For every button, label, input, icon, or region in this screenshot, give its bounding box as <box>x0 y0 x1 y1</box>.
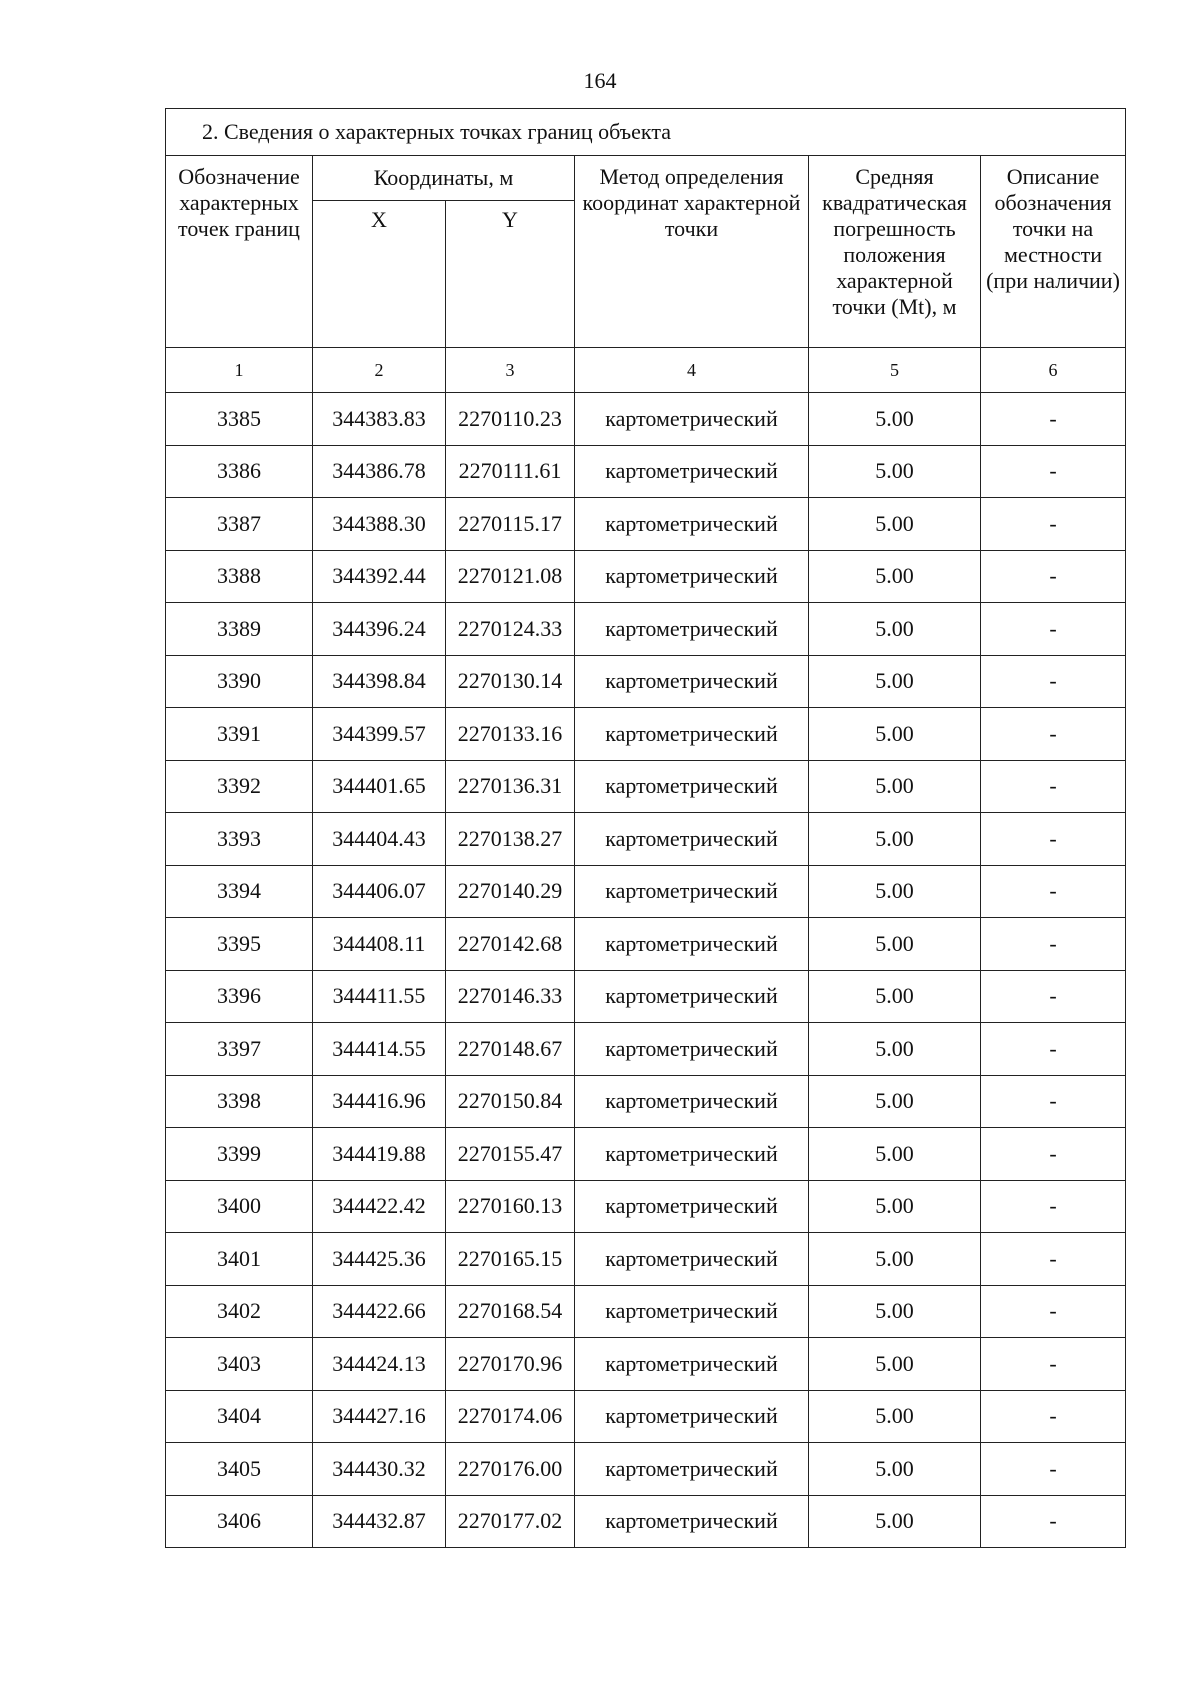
description-cell: - <box>981 813 1126 866</box>
boundary-points-table <box>165 108 1126 1548</box>
y-coordinate-cell: 2270176.00 <box>446 1443 575 1496</box>
y-coordinate-cell: 2270110.23 <box>446 393 575 446</box>
method-cell: картометрический <box>575 1443 809 1496</box>
y-coordinate-cell: 2270168.54 <box>446 1285 575 1338</box>
y-coordinate-cell: 2270138.27 <box>446 813 575 866</box>
description-cell: - <box>981 970 1126 1023</box>
description-cell: - <box>981 603 1126 656</box>
y-coordinate-cell: 2270146.33 <box>446 970 575 1023</box>
point-id-cell: 3400 <box>166 1180 313 1233</box>
point-id-cell: 3391 <box>166 708 313 761</box>
table-row <box>166 865 1126 918</box>
error-cell: 5.00 <box>809 1233 981 1286</box>
y-coordinate-cell: 2270174.06 <box>446 1390 575 1443</box>
point-id-cell: 3390 <box>166 655 313 708</box>
x-coordinate-cell: 344432.87 <box>313 1495 446 1548</box>
point-id-cell: 3404 <box>166 1390 313 1443</box>
method-cell: картометрический <box>575 760 809 813</box>
error-cell: 5.00 <box>809 708 981 761</box>
error-cell: 5.00 <box>809 1023 981 1076</box>
description-cell: - <box>981 1233 1126 1286</box>
y-coordinate-cell: 2270130.14 <box>446 655 575 708</box>
error-cell: 5.00 <box>809 1443 981 1496</box>
table-row <box>166 655 1126 708</box>
point-id-cell: 3398 <box>166 1075 313 1128</box>
error-cell: 5.00 <box>809 550 981 603</box>
point-id-cell: 3397 <box>166 1023 313 1076</box>
description-cell: - <box>981 550 1126 603</box>
y-coordinate-cell: 2270177.02 <box>446 1495 575 1548</box>
table-row <box>166 1338 1126 1391</box>
error-cell: 5.00 <box>809 1495 981 1548</box>
error-cell: 5.00 <box>809 918 981 971</box>
y-coordinate-cell: 2270155.47 <box>446 1128 575 1181</box>
method-cell: картометрический <box>575 813 809 866</box>
description-cell: - <box>981 445 1126 498</box>
method-cell: картометрический <box>575 1075 809 1128</box>
x-coordinate-cell: 344399.57 <box>313 708 446 761</box>
y-coordinate-cell: 2270165.15 <box>446 1233 575 1286</box>
error-cell: 5.00 <box>809 445 981 498</box>
table-caption: 2. Сведения о характерных точках границ объекта <box>166 109 1126 156</box>
error-cell: 5.00 <box>809 865 981 918</box>
x-coordinate-cell: 344414.55 <box>313 1023 446 1076</box>
y-coordinate-cell: 2270115.17 <box>446 498 575 551</box>
x-coordinate-cell: 344427.16 <box>313 1390 446 1443</box>
header-designation: Обозначение характерных точек границ <box>166 156 313 348</box>
description-cell: - <box>981 1285 1126 1338</box>
header-error: Средняя квадратическая погрешность положения характерной точки (Mt), м <box>809 156 981 348</box>
point-id-cell: 3388 <box>166 550 313 603</box>
x-coordinate-cell: 344398.84 <box>313 655 446 708</box>
description-cell: - <box>981 393 1126 446</box>
y-coordinate-cell: 2270111.61 <box>446 445 575 498</box>
point-id-cell: 3401 <box>166 1233 313 1286</box>
point-id-cell: 3403 <box>166 1338 313 1391</box>
table-row <box>166 1390 1126 1443</box>
column-number: 4 <box>575 348 809 393</box>
method-cell: картометрический <box>575 1285 809 1338</box>
x-coordinate-cell: 344411.55 <box>313 970 446 1023</box>
x-coordinate-cell: 344406.07 <box>313 865 446 918</box>
x-coordinate-cell: 344425.36 <box>313 1233 446 1286</box>
method-cell: картометрический <box>575 498 809 551</box>
point-id-cell: 3386 <box>166 445 313 498</box>
method-cell: картометрический <box>575 1390 809 1443</box>
page-number: 164 <box>583 68 617 93</box>
column-numbers-row <box>166 348 1126 393</box>
column-number: 5 <box>809 348 981 393</box>
error-cell: 5.00 <box>809 1390 981 1443</box>
y-coordinate-cell: 2270142.68 <box>446 918 575 971</box>
point-id-cell: 3393 <box>166 813 313 866</box>
description-cell: - <box>981 1128 1126 1181</box>
method-cell: картометрический <box>575 1023 809 1076</box>
error-cell: 5.00 <box>809 813 981 866</box>
y-coordinate-cell: 2270136.31 <box>446 760 575 813</box>
table-row <box>166 393 1126 446</box>
table-row <box>166 813 1126 866</box>
table-row <box>166 1233 1126 1286</box>
description-cell: - <box>981 865 1126 918</box>
table-row <box>166 550 1126 603</box>
description-cell: - <box>981 1075 1126 1128</box>
error-cell: 5.00 <box>809 1180 981 1233</box>
table-row <box>166 708 1126 761</box>
description-cell: - <box>981 1338 1126 1391</box>
table-body <box>166 393 1126 1548</box>
x-coordinate-cell: 344396.24 <box>313 603 446 656</box>
table-row <box>166 970 1126 1023</box>
description-cell: - <box>981 760 1126 813</box>
error-cell: 5.00 <box>809 1128 981 1181</box>
error-cell: 5.00 <box>809 603 981 656</box>
x-coordinate-cell: 344388.30 <box>313 498 446 551</box>
y-coordinate-cell: 2270121.08 <box>446 550 575 603</box>
error-cell: 5.00 <box>809 393 981 446</box>
point-id-cell: 3405 <box>166 1443 313 1496</box>
column-number: 1 <box>166 348 313 393</box>
error-cell: 5.00 <box>809 760 981 813</box>
description-cell: - <box>981 1180 1126 1233</box>
y-coordinate-cell: 2270124.33 <box>446 603 575 656</box>
x-coordinate-cell: 344386.78 <box>313 445 446 498</box>
point-id-cell: 3394 <box>166 865 313 918</box>
table-row <box>166 1023 1126 1076</box>
y-coordinate-cell: 2270170.96 <box>446 1338 575 1391</box>
table-row <box>166 1285 1126 1338</box>
x-coordinate-cell: 344392.44 <box>313 550 446 603</box>
table-row <box>166 1128 1126 1181</box>
method-cell: картометрический <box>575 603 809 656</box>
table-row <box>166 1443 1126 1496</box>
y-coordinate-cell: 2270150.84 <box>446 1075 575 1128</box>
method-cell: картометрический <box>575 1128 809 1181</box>
description-cell: - <box>981 918 1126 971</box>
point-id-cell: 3399 <box>166 1128 313 1181</box>
y-coordinate-cell: 2270133.16 <box>446 708 575 761</box>
column-number: 6 <box>981 348 1126 393</box>
method-cell: картометрический <box>575 970 809 1023</box>
header-description: Описание обозначения точки на местности (при наличии) <box>981 156 1126 348</box>
error-cell: 5.00 <box>809 498 981 551</box>
x-coordinate-cell: 344404.43 <box>313 813 446 866</box>
method-cell: картометрический <box>575 708 809 761</box>
x-coordinate-cell: 344419.88 <box>313 1128 446 1181</box>
method-cell: картометрический <box>575 1180 809 1233</box>
table-row <box>166 760 1126 813</box>
point-id-cell: 3396 <box>166 970 313 1023</box>
point-id-cell: 3402 <box>166 1285 313 1338</box>
x-coordinate-cell: 344401.65 <box>313 760 446 813</box>
point-id-cell: 3406 <box>166 1495 313 1548</box>
table-row <box>166 603 1126 656</box>
method-cell: картометрический <box>575 445 809 498</box>
description-cell: - <box>981 1443 1126 1496</box>
x-coordinate-cell: 344422.66 <box>313 1285 446 1338</box>
table-row <box>166 498 1126 551</box>
method-cell: картометрический <box>575 1338 809 1391</box>
description-cell: - <box>981 708 1126 761</box>
y-coordinate-cell: 2270160.13 <box>446 1180 575 1233</box>
table-row <box>166 445 1126 498</box>
x-coordinate-cell: 344424.13 <box>313 1338 446 1391</box>
description-cell: - <box>981 655 1126 708</box>
point-id-cell: 3385 <box>166 393 313 446</box>
table-row <box>166 1495 1126 1548</box>
description-cell: - <box>981 498 1126 551</box>
y-coordinate-cell: 2270140.29 <box>446 865 575 918</box>
point-id-cell: 3389 <box>166 603 313 656</box>
error-cell: 5.00 <box>809 1285 981 1338</box>
header-method: Метод определения координат характерной точки <box>575 156 809 348</box>
table-row <box>166 918 1126 971</box>
method-cell: картометрический <box>575 1233 809 1286</box>
table-row <box>166 1075 1126 1128</box>
point-id-cell: 3387 <box>166 498 313 551</box>
error-cell: 5.00 <box>809 1338 981 1391</box>
point-id-cell: 3395 <box>166 918 313 971</box>
x-coordinate-cell: 344383.83 <box>313 393 446 446</box>
column-number: 2 <box>313 348 446 393</box>
description-cell: - <box>981 1023 1126 1076</box>
method-cell: картометрический <box>575 865 809 918</box>
table-row <box>166 1180 1126 1233</box>
header-y: Y <box>446 201 575 348</box>
method-cell: картометрический <box>575 393 809 446</box>
point-id-cell: 3392 <box>166 760 313 813</box>
x-coordinate-cell: 344430.32 <box>313 1443 446 1496</box>
x-coordinate-cell: 344408.11 <box>313 918 446 971</box>
method-cell: картометрический <box>575 1495 809 1548</box>
x-coordinate-cell: 344422.42 <box>313 1180 446 1233</box>
description-cell: - <box>981 1495 1126 1548</box>
column-number: 3 <box>446 348 575 393</box>
description-cell: - <box>981 1390 1126 1443</box>
error-cell: 5.00 <box>809 655 981 708</box>
method-cell: картометрический <box>575 550 809 603</box>
method-cell: картометрический <box>575 655 809 708</box>
x-coordinate-cell: 344416.96 <box>313 1075 446 1128</box>
header-coordinates: Координаты, м <box>313 156 575 201</box>
method-cell: картометрический <box>575 918 809 971</box>
y-coordinate-cell: 2270148.67 <box>446 1023 575 1076</box>
error-cell: 5.00 <box>809 1075 981 1128</box>
header-x: X <box>313 201 446 348</box>
error-cell: 5.00 <box>809 970 981 1023</box>
